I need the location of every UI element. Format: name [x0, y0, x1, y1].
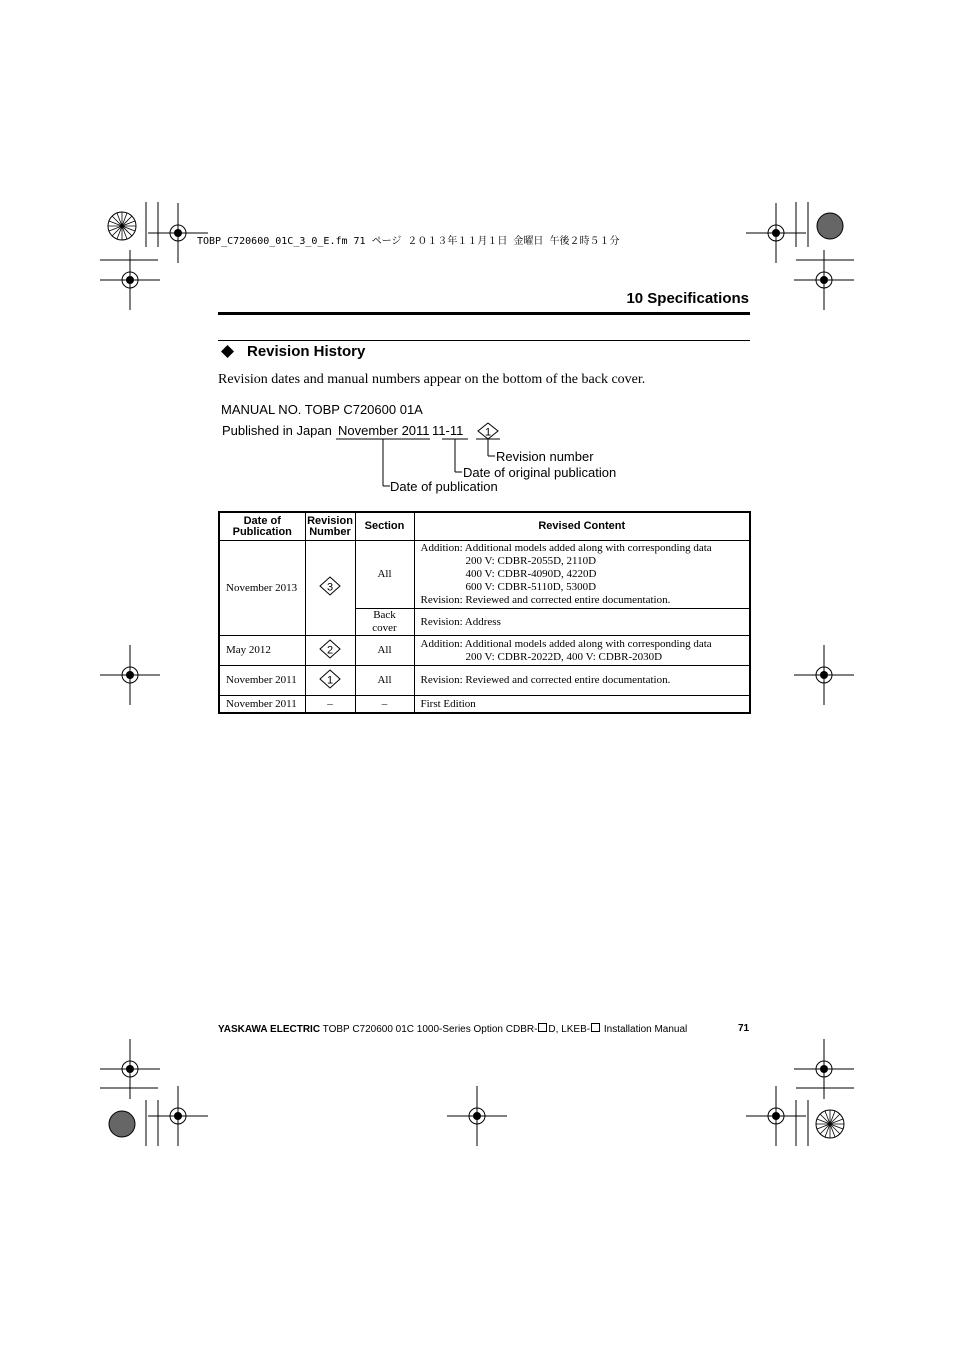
- cell-revision: [305, 636, 355, 666]
- column-header-content: Revised Content: [414, 512, 750, 541]
- content-line: Revision: Reviewed and corrected entire documentation.: [420, 674, 671, 686]
- cell-content: [414, 666, 750, 696]
- cell-section: All: [355, 666, 414, 696]
- svg-text:2: 2: [326, 644, 334, 656]
- registration-crosshair: [746, 1086, 806, 1146]
- manual-number-label: MANUAL NO. TOBP C720600 01A: [221, 402, 423, 417]
- svg-text:3: 3: [326, 581, 334, 594]
- content-line: 400 V: CDBR-4090D, 4220D: [465, 568, 597, 580]
- cell-revision: [305, 541, 355, 636]
- starburst-mark: [108, 212, 136, 240]
- revision-table: [218, 511, 751, 714]
- cell-section: All: [355, 636, 414, 666]
- content-line: Revision: Address: [420, 615, 501, 628]
- registration-crosshair: [148, 1086, 208, 1146]
- publication-date: November 2011: [338, 423, 430, 438]
- footer-doc-mid: D, LKEB-: [548, 1024, 591, 1035]
- cell-revision: [305, 666, 355, 696]
- footer-doc-suffix: Installation Manual: [603, 1024, 688, 1035]
- column-header-revision: Revision Number: [305, 512, 355, 541]
- heading-rule: [218, 312, 750, 315]
- content-line: Addition: Additional models added along with corresponding data: [420, 637, 712, 650]
- registration-crosshair: [100, 250, 160, 310]
- published-in-label: Published in Japan: [222, 423, 332, 438]
- registration-crosshair: [746, 203, 806, 263]
- content-line: 200 V: CDBR-2055D, 2110D: [465, 555, 597, 567]
- registration-crosshair: [100, 645, 160, 705]
- cell-date: November 2011: [219, 696, 305, 714]
- section-title: Revision History: [247, 343, 366, 360]
- content-line: 200 V: CDBR-2022D, 400 V: CDBR-2030D: [465, 650, 663, 663]
- content-line: Revision: Reviewed and corrected entire documentation.: [420, 594, 671, 606]
- placeholder-box-icon: [591, 1023, 600, 1032]
- column-header-date: Date of Publication: [219, 512, 305, 541]
- revision-badge-icon: [319, 576, 341, 596]
- revision-badge-icon: [319, 669, 341, 689]
- cell-revision: –: [305, 696, 355, 714]
- dotted-disc-mark: [817, 213, 843, 239]
- diamond-bullet-icon: [221, 345, 234, 358]
- cell-date: November 2011: [219, 666, 305, 696]
- original-date: 11-11: [432, 423, 464, 438]
- svg-text:1: 1: [484, 426, 492, 439]
- column-header-section: Section: [355, 512, 414, 541]
- cell-content: [414, 696, 750, 714]
- cell-content: [414, 636, 750, 666]
- dotted-disc-mark: [109, 1111, 135, 1137]
- publication-date-caption: Date of publication: [390, 479, 498, 494]
- file-header: TOBP_C720600_01C_3_0_E.fm 71 ページ ２０１３年１１月１日 金曜日 午後２時５１分: [197, 236, 620, 247]
- cell-date: May 2012: [219, 636, 305, 666]
- placeholder-box-icon: [538, 1023, 547, 1032]
- section-rule: [218, 340, 750, 341]
- intro-paragraph: Revision dates and manual numbers appear on the bottom of the back cover.: [218, 372, 646, 387]
- table-row: [219, 696, 750, 714]
- cell-section: Back cover: [355, 609, 414, 636]
- svg-text:1: 1: [326, 674, 334, 686]
- revision-badge-icon: [319, 639, 341, 659]
- registration-crosshair: [794, 645, 854, 705]
- footer-doc-prefix: TOBP C720600 01C 1000-Series Option CDBR-: [322, 1024, 538, 1035]
- table-row: [219, 636, 750, 666]
- original-publication-caption: Date of original publication: [463, 465, 617, 480]
- table-header-row: [219, 512, 750, 541]
- footer-brand: YASKAWA ELECTRIC: [218, 1024, 321, 1035]
- starburst-mark: [816, 1110, 844, 1138]
- page-footer: [218, 1023, 687, 1035]
- cell-section: All: [355, 541, 414, 609]
- content-line: Addition: Additional models added along with corresponding data: [420, 542, 712, 554]
- content-line: 600 V: CDBR-5110D, 5300D: [465, 581, 597, 593]
- cell-section: –: [355, 696, 414, 714]
- cell-content: [414, 541, 750, 609]
- table-row: [219, 541, 750, 609]
- page-number: 71: [738, 1023, 750, 1034]
- registration-crosshair: [447, 1086, 507, 1146]
- chapter-heading: 10 Specifications: [626, 290, 749, 307]
- content-line: First Edition: [420, 697, 476, 710]
- table-row: [219, 666, 750, 696]
- registration-crosshair: [100, 1039, 160, 1099]
- cell-content: [414, 609, 750, 636]
- revision-number-caption: Revision number: [496, 449, 594, 464]
- registration-crosshair: [794, 1039, 854, 1099]
- registration-crosshair: [794, 250, 854, 310]
- cell-date: November 2013: [219, 541, 305, 636]
- revision-badge-icon: [477, 422, 499, 440]
